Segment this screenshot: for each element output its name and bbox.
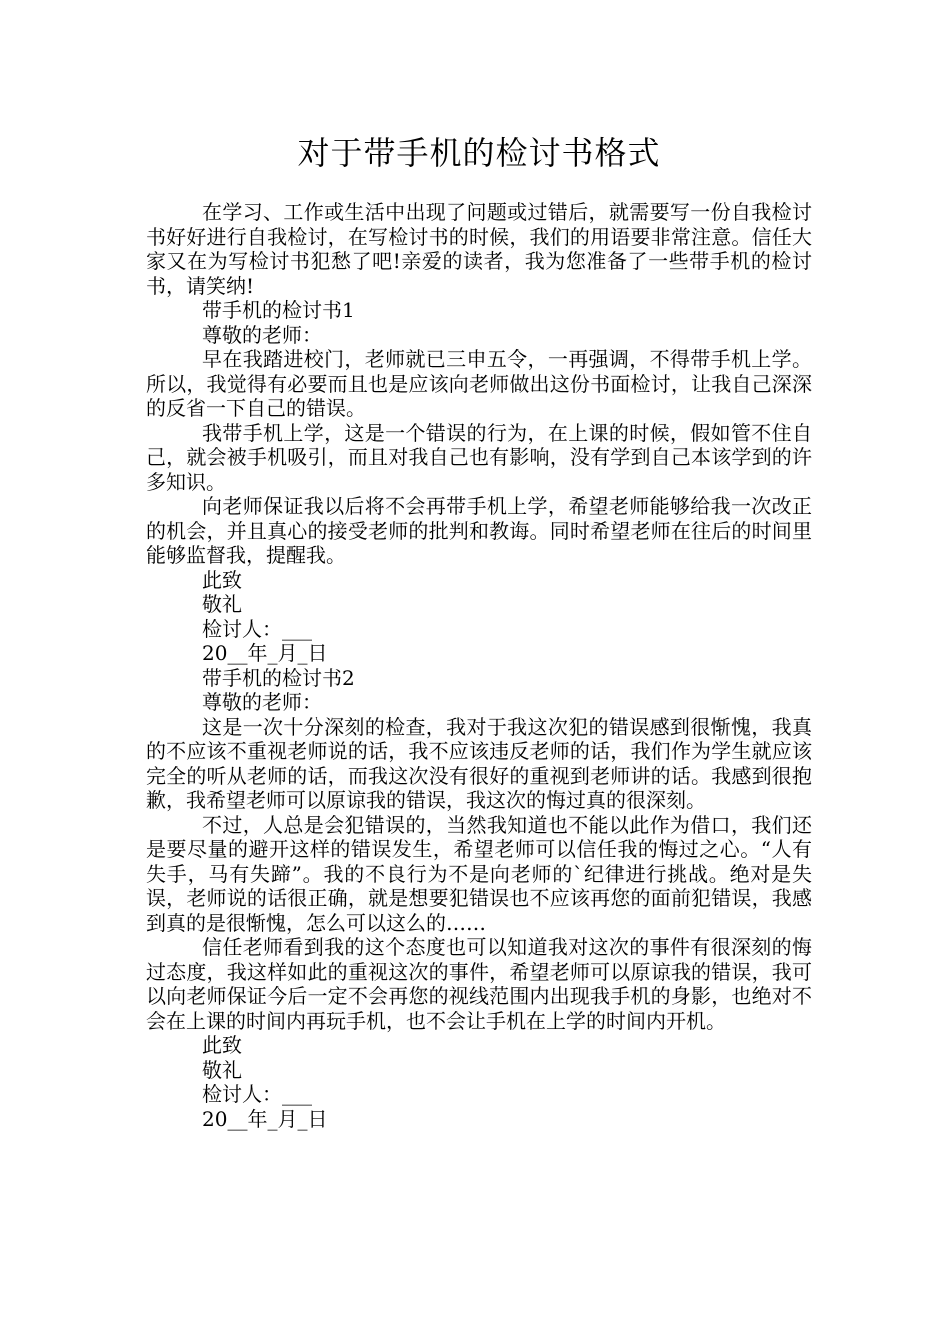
salutation-1: 尊敬的老师：: [202, 322, 322, 347]
date-line: 20__年_月_日: [202, 641, 328, 665]
closing-line: 敬礼: [202, 592, 242, 616]
body-paragraph: 早在我踏进校门，老师就已三申五令，一再强调，不得带手机上学。所以，我觉得有必要而且也是应该向老师做出这份书面检讨，让我自己深深的反省一下自己的错误。: [146, 347, 812, 420]
body-paragraph: 不过，人总是会犯错误的，当然我知道也不能以此作为借口，我们还是要尽量的避开这样的错误发生，希望老师可以信任我的悔过之心。“人有失手，马有失蹄”。我的不良行为不是向老师的`纪律进行挑战。绝对是失误，老师说的话很正确，就是想要犯错误也不应该再您的面前犯错误，我感到真的是很惭愧，怎么可以这么的……: [146, 812, 812, 935]
intro-paragraph: 在学习、工作或生活中出现了问题或过错后，就需要写一份自我检讨书好好进行自我检讨，在写检讨书的时候，我们的用语要非常注意。信任大家又在为写检讨书犯愁了吧!亲爱的读者，我为您准备了一些带手机的检讨书，请笑纳!: [146, 200, 812, 298]
body-paragraph: 这是一次十分深刻的检查，我对于我这次犯的错误感到很惭愧，我真的不应该不重视老师说的话，我不应该违反老师的话，我们作为学生就应该完全的听从老师的话，而我这次没有很好的重视到老师讲的话。我感到很抱歉，我希望老师可以原谅我的错误，我这次的悔过真的很深刻。: [146, 714, 812, 812]
salutation-2: 尊敬的老师：: [202, 690, 322, 714]
document-body: [146, 200, 812, 1131]
body-paragraph: 信任老师看到我的这个态度也可以知道我对这次的事件有很深刻的悔过态度，我这样如此的重视这次的事件，希望老师可以原谅我的错误，我可以向老师保证今后一定不会再您的视线范围内出现我手机的身影，也绝对不会在上课的时间内再玩手机，也不会让手机在上学的时间内开机。: [146, 935, 812, 1033]
date-line: 20__年_月_日: [202, 1106, 328, 1131]
section-heading-1: 带手机的检讨书1: [202, 298, 355, 322]
closing-line: 此致: [202, 1033, 242, 1057]
document-page: [146, 0, 812, 1131]
signature-line: 检讨人：___: [202, 616, 312, 641]
section-heading-2: 带手机的检讨书2: [202, 665, 355, 690]
body-paragraph: 我带手机上学，这是一个错误的行为，在上课的时候，假如管不住自己，就会被手机吸引，而且对我自己也有影响，没有学到自己本该学到的许多知识。: [146, 420, 812, 494]
body-paragraph: 向老师保证我以后将不会再带手机上学，希望老师能够给我一次改正的机会，并且真心的接受老师的批判和教诲。同时希望老师在往后的时间里能够监督我，提醒我。: [146, 494, 812, 567]
closing-line: 此致: [202, 567, 242, 592]
closing-line: 敬礼: [202, 1057, 242, 1082]
document-title: 对于带手机的检讨书格式: [297, 134, 661, 172]
signature-line: 检讨人：___: [202, 1082, 312, 1106]
